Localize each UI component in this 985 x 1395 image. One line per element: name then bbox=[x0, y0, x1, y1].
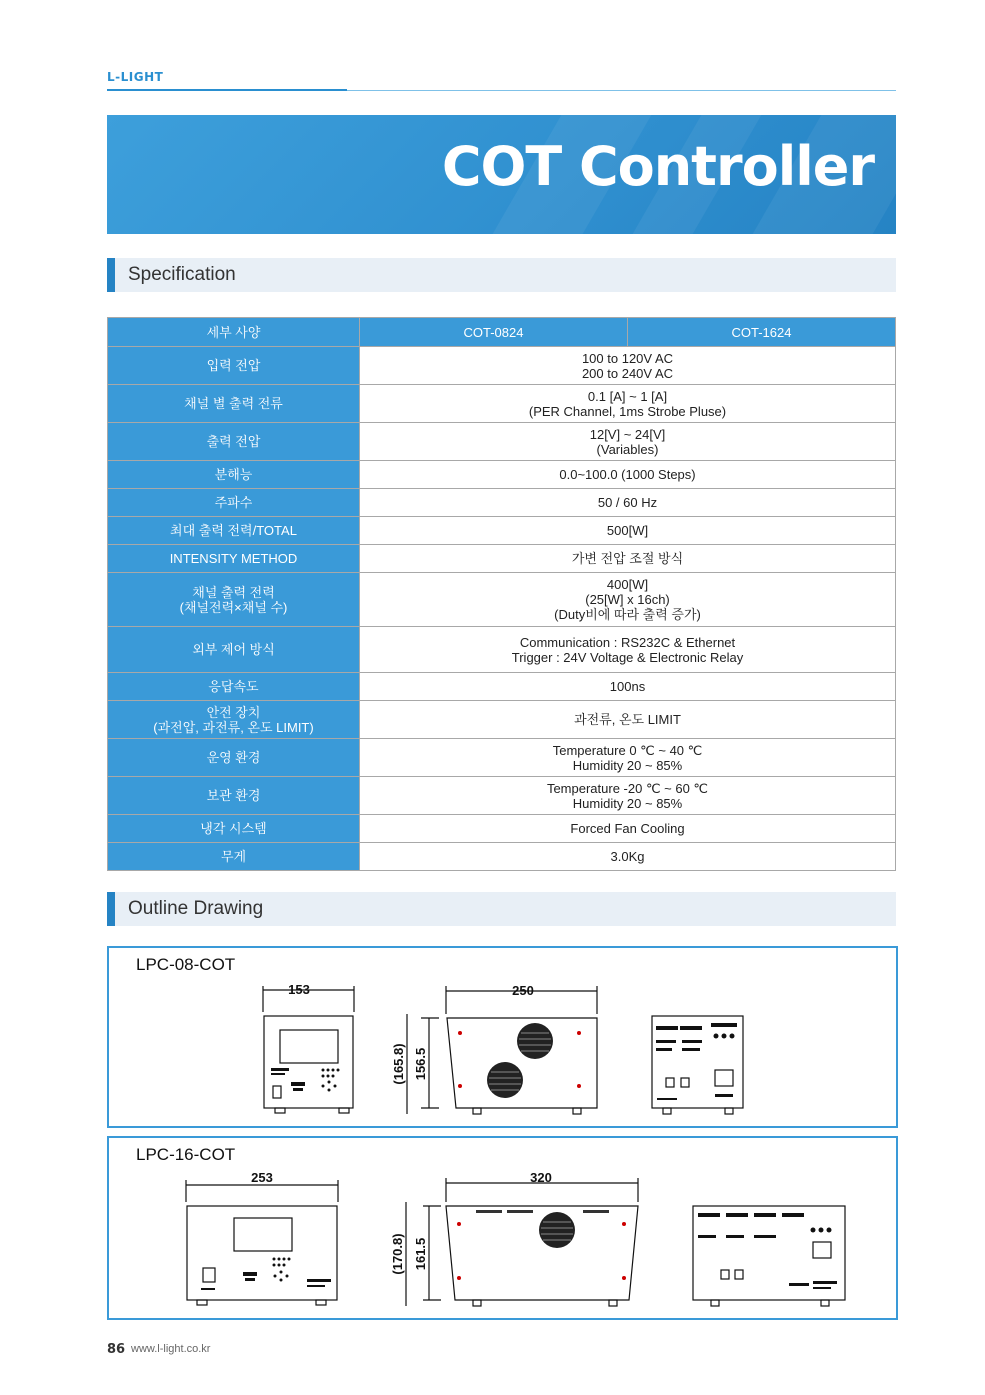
drawing-model-label: LPC-16-COT bbox=[136, 1145, 236, 1164]
spec-value-line: 50 / 60 Hz bbox=[597, 495, 658, 510]
spec-row-label bbox=[108, 489, 360, 517]
page-title: COT Controller bbox=[441, 135, 874, 198]
section-specification bbox=[107, 258, 896, 292]
spec-header-item: 세부 사양 bbox=[108, 318, 360, 347]
drawing-panel-lpc-08 bbox=[107, 946, 898, 1128]
spec-value-line: 12[V] ~ 24[V] bbox=[589, 426, 666, 442]
spec-row-label bbox=[108, 777, 360, 815]
spec-row-label bbox=[108, 843, 360, 871]
spec-row bbox=[108, 627, 896, 673]
spec-row-label bbox=[108, 815, 360, 843]
spec-row-value bbox=[360, 701, 896, 739]
dim-front-width: 153 bbox=[288, 982, 310, 997]
spec-label-line: 안전 장치 bbox=[206, 704, 261, 720]
spec-value-line: 0.0~100.0 (1000 Steps) bbox=[559, 467, 696, 482]
spec-label-line: (채널전력×채널 수) bbox=[179, 599, 288, 615]
spec-value-line: 500[W] bbox=[606, 523, 649, 538]
spec-row bbox=[108, 385, 896, 423]
dim-total-height: (170.8) bbox=[390, 1233, 405, 1275]
spec-value-line: 200 to 240V AC bbox=[581, 365, 674, 381]
spec-row bbox=[108, 777, 896, 815]
spec-row-label bbox=[108, 385, 360, 423]
spec-label-line: 입력 전압 bbox=[206, 358, 261, 373]
spec-header-model-b: COT-1624 bbox=[627, 318, 895, 347]
spec-header-model-a: COT-0824 bbox=[360, 318, 628, 347]
spec-value-line: 0.1 [A] ~ 1 [A] bbox=[587, 388, 668, 404]
spec-value-line: 100ns bbox=[609, 679, 646, 694]
spec-value-line: (Variables) bbox=[596, 441, 659, 457]
spec-row bbox=[108, 461, 896, 489]
spec-row-value bbox=[360, 461, 896, 489]
spec-row-label bbox=[108, 673, 360, 701]
spec-value-line: 3.0Kg bbox=[610, 849, 645, 864]
spec-row-value bbox=[360, 517, 896, 545]
spec-row-label bbox=[108, 627, 360, 673]
spec-value-line: Temperature 0 ℃ ~ 40 ℃ bbox=[552, 742, 703, 758]
spec-value-line: Forced Fan Cooling bbox=[570, 821, 685, 836]
spec-label-line: 외부 제어 방식 bbox=[192, 642, 275, 657]
spec-value-line: (25[W] x 16ch) bbox=[585, 592, 670, 607]
section-title: Outline Drawing bbox=[128, 898, 264, 919]
spec-row-value bbox=[360, 815, 896, 843]
spec-row-value bbox=[360, 545, 896, 573]
spec-row-value bbox=[360, 489, 896, 517]
fan-grille-icon bbox=[539, 1212, 575, 1248]
spec-row-value bbox=[360, 573, 896, 627]
spec-row bbox=[108, 517, 896, 545]
spec-row-label bbox=[108, 573, 360, 627]
dim-total-height: (165.8) bbox=[391, 1043, 406, 1085]
spec-row-label bbox=[108, 461, 360, 489]
spec-row-value bbox=[360, 347, 896, 385]
spec-label-line: 채널 별 출력 전류 bbox=[184, 396, 283, 411]
spec-row-value bbox=[360, 627, 896, 673]
spec-row-value bbox=[360, 843, 896, 871]
spec-label-line: 응답속도 bbox=[208, 679, 259, 694]
outline-drawing-lpc-16 bbox=[109, 1138, 896, 1318]
spec-label-line: 최대 출력 전력/TOTAL bbox=[170, 523, 297, 538]
spec-label-line: INTENSITY METHOD bbox=[169, 551, 298, 566]
dim-side-width: 320 bbox=[530, 1170, 552, 1185]
spec-table bbox=[107, 317, 896, 871]
spec-row bbox=[108, 573, 896, 627]
section-title: Specification bbox=[128, 264, 236, 285]
spec-value-line: 400[W] bbox=[606, 577, 649, 592]
spec-row bbox=[108, 701, 896, 739]
spec-label-line: 채널 출력 전력 bbox=[192, 584, 275, 600]
spec-value-line: Humidity 20 ~ 85% bbox=[572, 795, 683, 811]
spec-value-line: Humidity 20 ~ 85% bbox=[572, 757, 683, 773]
brand-divider bbox=[107, 89, 347, 91]
spec-value-line: Communication : RS232C & Ethernet bbox=[519, 634, 736, 650]
spec-row-label bbox=[108, 347, 360, 385]
spec-label-line: 냉각 시스템 bbox=[200, 821, 267, 836]
spec-row-value bbox=[360, 385, 896, 423]
dim-side-width: 250 bbox=[512, 983, 534, 998]
spec-label-line: 출력 전압 bbox=[206, 434, 261, 449]
spec-value-line: Trigger : 24V Voltage & Electronic Relay bbox=[511, 649, 744, 665]
spec-label-line: (과전압, 과전류, 온도 LIMIT) bbox=[153, 719, 314, 735]
section-outline-drawing bbox=[107, 892, 896, 926]
spec-row-value bbox=[360, 739, 896, 777]
spec-row-label bbox=[108, 517, 360, 545]
spec-row-value bbox=[360, 673, 896, 701]
spec-row-value bbox=[360, 423, 896, 461]
dim-body-height: 156.5 bbox=[413, 1047, 428, 1081]
brand-label: L-LIGHT bbox=[107, 70, 164, 84]
spec-row-label bbox=[108, 701, 360, 739]
spec-row-label bbox=[108, 423, 360, 461]
spec-value-line: 100 to 120V AC bbox=[581, 350, 674, 366]
fan-grille-icon bbox=[487, 1023, 553, 1098]
brand-divider-light bbox=[347, 90, 896, 91]
spec-value-line: (Duty비에 따라 출력 증가) bbox=[554, 607, 701, 622]
spec-label-line: 주파수 bbox=[214, 495, 253, 510]
spec-row-value bbox=[360, 777, 896, 815]
dim-front-width: 253 bbox=[251, 1170, 273, 1185]
spec-row-label bbox=[108, 545, 360, 573]
section-marker bbox=[107, 892, 115, 926]
spec-value-line: 과전류, 온도 LIMIT bbox=[574, 712, 681, 727]
dim-body-height: 161.5 bbox=[413, 1237, 428, 1271]
section-marker bbox=[107, 258, 115, 292]
hero-banner bbox=[107, 115, 896, 234]
spec-value-line: (PER Channel, 1ms Strobe Pluse) bbox=[528, 403, 727, 419]
spec-row bbox=[108, 423, 896, 461]
spec-label-line: 운영 환경 bbox=[206, 750, 261, 765]
spec-row bbox=[108, 673, 896, 701]
spec-row bbox=[108, 815, 896, 843]
spec-row bbox=[108, 489, 896, 517]
spec-label-line: 무게 bbox=[220, 849, 247, 864]
drawing-model-label: LPC-08-COT bbox=[136, 955, 236, 974]
spec-row bbox=[108, 347, 896, 385]
spec-value-line: Temperature -20 ℃ ~ 60 ℃ bbox=[546, 780, 709, 796]
drawing-panel-lpc-16 bbox=[107, 1136, 898, 1320]
footer-url: www.l-light.co.kr bbox=[131, 1343, 211, 1355]
spec-row bbox=[108, 843, 896, 871]
spec-label-line: 분해능 bbox=[214, 467, 253, 482]
outline-drawing-lpc-08 bbox=[109, 948, 896, 1126]
spec-value-line: 가변 전압 조절 방식 bbox=[571, 551, 684, 566]
spec-label-line: 보관 환경 bbox=[206, 788, 261, 803]
spec-row bbox=[108, 545, 896, 573]
spec-row bbox=[108, 739, 896, 777]
spec-row-label bbox=[108, 739, 360, 777]
page-number: 86 bbox=[107, 1342, 126, 1357]
